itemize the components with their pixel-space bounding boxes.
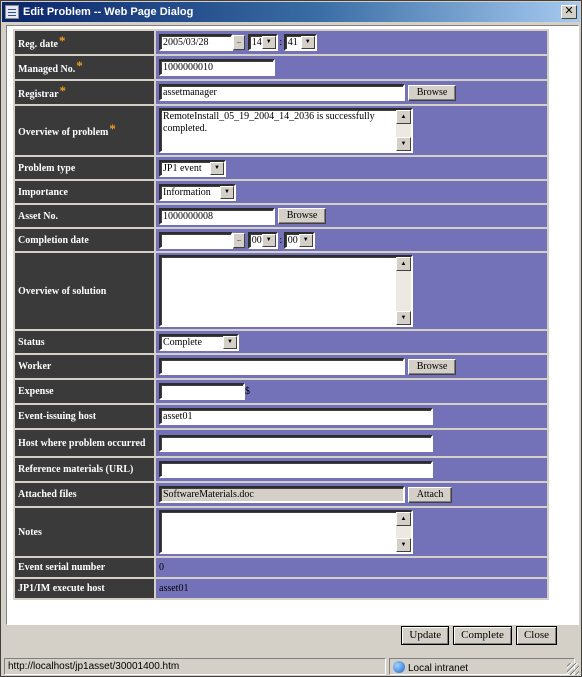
registrar-browse-button[interactable]: Browse	[408, 85, 457, 101]
worker-input[interactable]	[159, 358, 405, 375]
row-overview-problem	[15, 106, 547, 155]
row-managed-no	[15, 56, 547, 79]
time-colon: :	[279, 37, 283, 48]
scroll-down-icon[interactable]: ▼	[396, 538, 411, 552]
row-completion-date	[15, 229, 547, 251]
notes-textarea[interactable]	[159, 510, 413, 554]
close-button[interactable]: Close	[516, 626, 557, 645]
overview-problem-label: Overview of problem	[18, 127, 109, 138]
worker-browse-button[interactable]: Browse	[408, 359, 457, 375]
row-reference-url	[15, 458, 547, 481]
row-expense	[15, 380, 547, 403]
globe-icon	[393, 661, 405, 673]
row-event-host	[15, 405, 547, 428]
importance-label: Importance	[18, 186, 68, 198]
event-serial-value: 0	[159, 562, 164, 573]
overview-solution-label: Overview of solution	[18, 285, 107, 297]
attach-button[interactable]: Attach	[408, 487, 453, 503]
expense-label: Expense	[18, 386, 54, 397]
row-jp1-host	[15, 579, 547, 598]
row-problem-host	[15, 430, 547, 456]
reference-url-input[interactable]	[159, 461, 433, 478]
row-attached-files	[15, 483, 547, 506]
completion-hour-select[interactable]: 00 ▼	[248, 232, 278, 249]
completion-date-input[interactable]	[159, 232, 233, 249]
event-serial-label: Event serial number	[18, 562, 106, 573]
jp1-host-label: JP1/IM execute host	[18, 583, 105, 594]
notes-label: Notes	[18, 526, 42, 538]
row-notes	[15, 508, 547, 556]
managed-no-label: Managed No.	[18, 64, 76, 75]
event-host-input[interactable]: asset01	[159, 408, 433, 425]
chevron-down-icon: ▼	[301, 36, 315, 49]
zone-label: Local intranet	[408, 663, 469, 674]
scroll-up-icon[interactable]: ▲	[396, 257, 411, 271]
required-star-icon: *	[76, 58, 83, 73]
chevron-down-icon: ▼	[210, 162, 224, 175]
page-icon	[5, 5, 19, 19]
asset-no-input[interactable]: 1000000008	[159, 208, 275, 225]
row-asset-no	[15, 205, 547, 227]
row-worker	[15, 355, 547, 378]
form-panel	[6, 25, 579, 625]
title-bar	[2, 2, 580, 22]
attached-files-field: SoftwareMaterials.doc	[159, 486, 405, 503]
status-url: http://localhost/jp1asset/30001400.htm	[4, 658, 386, 675]
registrar-input[interactable]: assetmanager	[159, 84, 405, 101]
required-star-icon: *	[109, 121, 116, 136]
completion-date-label: Completion date	[18, 234, 89, 246]
problem-type-select[interactable]: JP1 event ▼	[159, 160, 226, 177]
resize-grip-icon[interactable]	[567, 663, 579, 675]
event-host-label: Event-issuing host	[18, 411, 97, 422]
asset-browse-button[interactable]: Browse	[278, 208, 327, 224]
expense-input[interactable]	[159, 383, 245, 400]
chevron-down-icon: ▼	[262, 234, 276, 247]
row-event-serial	[15, 558, 547, 577]
status-zone	[389, 658, 575, 675]
problem-type-label: Problem type	[18, 162, 76, 174]
status-label: Status	[18, 336, 45, 348]
status-select[interactable]: Complete ▼	[159, 334, 239, 351]
reference-url-label: Reference materials (URL)	[18, 464, 134, 475]
required-star-icon: *	[59, 83, 67, 98]
close-window-button[interactable]: ✕	[561, 5, 577, 19]
reg-date-input[interactable]: 2005/03/28	[159, 34, 233, 51]
row-importance	[15, 181, 547, 203]
row-reg-date	[15, 31, 547, 54]
reg-hour-select[interactable]: 14 ▼	[248, 34, 278, 51]
chevron-down-icon: ▼	[262, 36, 276, 49]
scroll-down-icon[interactable]: ▼	[396, 311, 411, 325]
scroll-down-icon[interactable]: ▼	[396, 137, 411, 151]
window-title: Edit Problem -- Web Page Dialog	[23, 6, 194, 18]
expense-unit: $	[245, 386, 250, 397]
reg-minute-select[interactable]: 41 ▼	[284, 34, 317, 51]
vertical-scrollbar[interactable]	[396, 110, 411, 151]
chevron-down-icon: ▼	[299, 234, 313, 247]
asset-no-label: Asset No.	[18, 210, 58, 222]
completion-date-calendar-button[interactable]: ..	[233, 233, 245, 248]
problem-host-input[interactable]	[159, 435, 433, 452]
update-button[interactable]: Update	[401, 626, 449, 645]
required-star-icon: *	[59, 33, 66, 48]
row-problem-type	[15, 157, 547, 179]
vertical-scrollbar[interactable]	[396, 257, 411, 325]
overview-problem-textarea[interactable]: RemoteInstall_05_19_2004_14_2036 is successfully completed. ▲ ▼	[159, 108, 413, 153]
overview-solution-textarea[interactable]	[159, 255, 413, 327]
problem-host-label: Host where problem occurred	[18, 437, 146, 449]
completion-minute-select[interactable]: 00 ▼	[284, 232, 315, 249]
scroll-up-icon[interactable]: ▲	[396, 512, 411, 526]
status-bar	[2, 657, 580, 676]
problem-form	[13, 29, 549, 600]
time-colon: :	[279, 234, 283, 246]
registrar-label: Registrar	[18, 89, 59, 100]
vertical-scrollbar[interactable]	[396, 512, 411, 552]
chevron-down-icon: ▼	[223, 336, 237, 349]
row-registrar	[15, 81, 547, 104]
chevron-down-icon: ▼	[220, 186, 234, 199]
jp1-host-value: asset01	[159, 583, 189, 594]
managed-no-input[interactable]: 1000000010	[159, 59, 275, 76]
worker-label: Worker	[18, 361, 52, 372]
row-status	[15, 331, 547, 353]
reg-date-calendar-button[interactable]: ..	[233, 35, 245, 50]
row-overview-solution	[15, 253, 547, 329]
importance-select[interactable]: Information ▼	[159, 184, 236, 201]
reg-date-label: Reg. date	[18, 39, 58, 50]
scroll-up-icon[interactable]: ▲	[396, 110, 411, 124]
dialog-buttons	[397, 626, 557, 645]
complete-button[interactable]: Complete	[453, 626, 512, 645]
attached-files-label: Attached files	[18, 489, 77, 500]
